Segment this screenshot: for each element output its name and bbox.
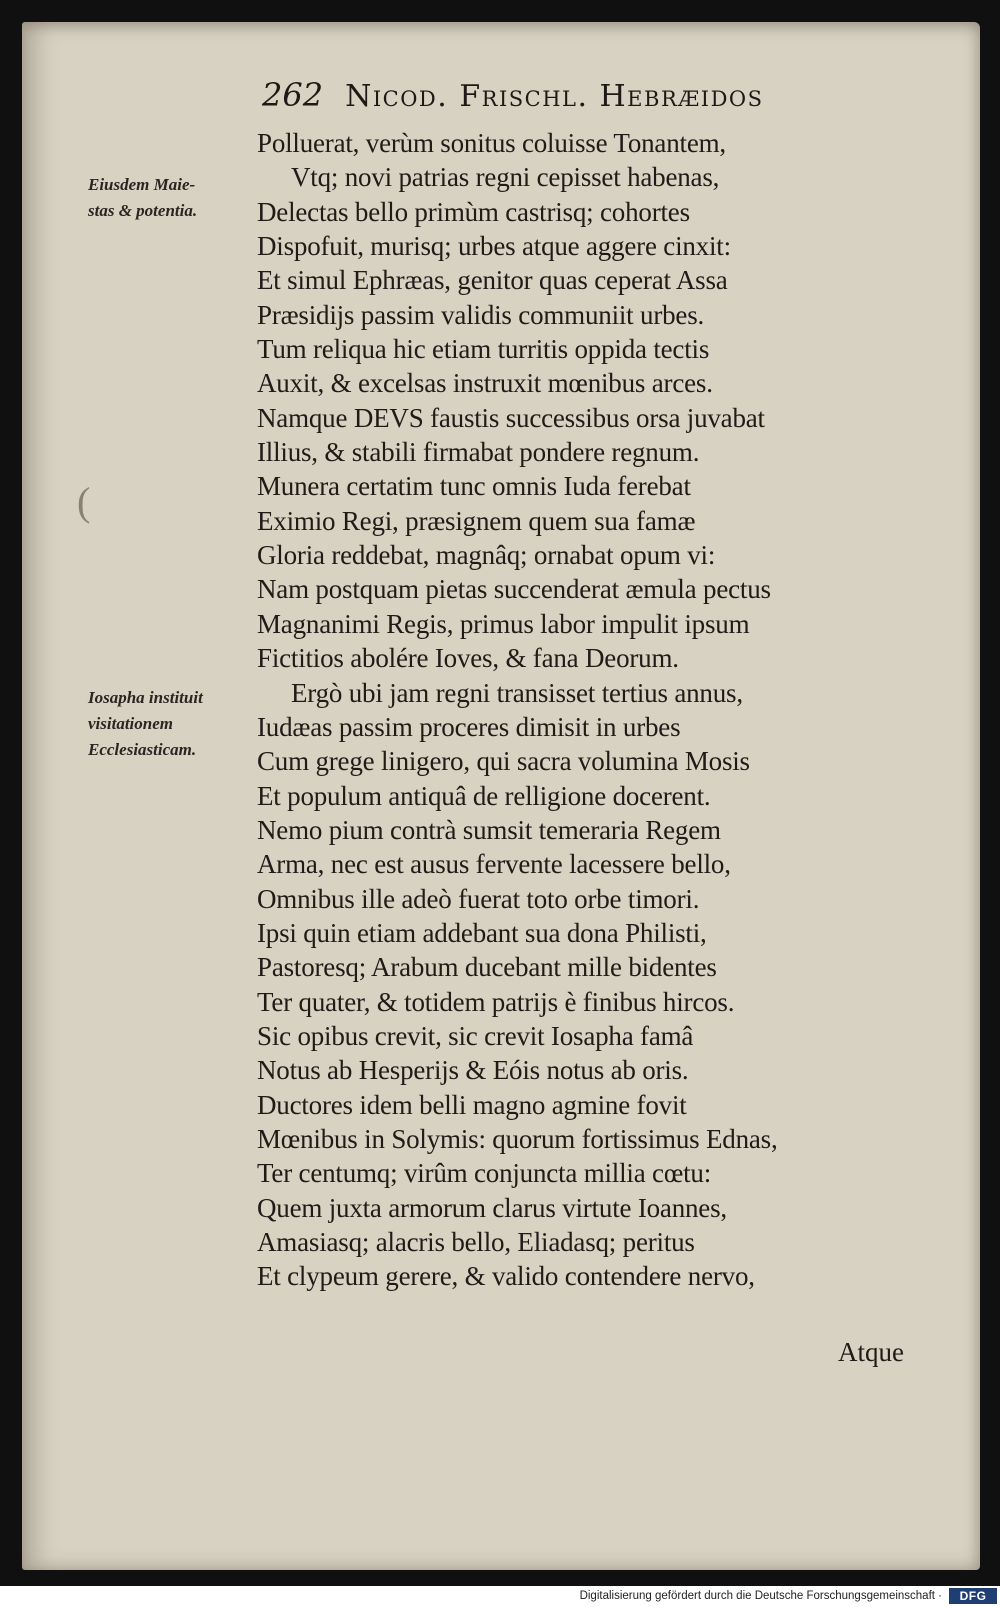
verse-line: Ter quater, & totidem patrijs è finibus hircos. — [257, 986, 735, 1017]
verse-line: Illius, & stabili firmabat pondere regnum. — [257, 437, 700, 468]
verse-line: Nemo pium contrà sumsit temeraria Regem — [257, 814, 721, 845]
verse-line: Munera certatim tunc omnis Iuda ferebat — [257, 471, 691, 502]
verse-line: Præsidijs passim validis communiit urbes. — [257, 299, 705, 330]
verse-line: Mœnibus in Solymis: quorum fortissimus Ednas, — [257, 1123, 778, 1154]
catchword: Atque — [838, 1337, 904, 1367]
verse-line: Pastoresq; Arabum ducebant mille bidentes — [257, 952, 717, 983]
book-page — [22, 22, 980, 1570]
verse-line: Ductores idem belli magno agmine fovit — [257, 1089, 687, 1120]
verse-block — [257, 126, 947, 1294]
verse-line: Delectas bello primùm castrisq; cohortes — [257, 196, 690, 227]
verse-line: Amasiasq; alacris bello, Eliadasq; peritus — [257, 1227, 695, 1257]
verse-line: Quem juxta armorum clarus virtute Ioannes, — [257, 1192, 727, 1223]
margin-note-line: Iosapha instituit — [88, 688, 203, 707]
verse-line: Arma, nec est ausus fervente lacessere bello, — [257, 849, 731, 880]
verse-line: Nam postquam pietas succenderat æmula pectus — [257, 574, 771, 605]
dfg-logo: DFG — [949, 1588, 997, 1604]
verse-line: Omnibus ille adeò fuerat toto orbe timori. — [257, 883, 700, 914]
verse-line: Polluerat, verùm sonitus coluisse Tonantem, — [257, 128, 726, 158]
verse-line: Ter centumq; virûm conjuncta millia cœtu: — [257, 1158, 712, 1189]
verse-line: Et clypeum gerere, & valido contendere nervo, — [257, 1261, 755, 1292]
verse-line: Fictitios abolére Ioves, & fana Deorum. — [257, 643, 679, 674]
margin-paren-mark: ( — [77, 479, 91, 524]
verse-line: Vtq; novi patrias regni cepisset habenas, — [291, 162, 720, 193]
page-header — [262, 76, 764, 126]
verse-line: Gloria reddebat, magnâq; ornabat opum vi: — [257, 540, 716, 571]
running-title: Nicod. Frischl. Hebræidos — [345, 79, 764, 114]
margin-note-line: visitationem — [88, 714, 173, 733]
margin-note-line: stas & potentia. — [88, 201, 198, 220]
verse-line: Dispofuit, murisq; urbes atque aggere cinxit: — [257, 231, 731, 262]
verse-line: Sic opibus crevit, sic crevit Iosapha famâ — [257, 1020, 694, 1051]
verse-line: Cum grege linigero, qui sacra volumina Mosis — [257, 746, 750, 777]
margin-note-line: Ecclesiasticam. — [88, 740, 197, 759]
verse-line: Ipsi quin etiam addebant sua dona Philisti, — [257, 917, 707, 948]
verse-line: Auxit, & excelsas instruxit mœnibus arces. — [257, 368, 713, 399]
verse-line: Et populum antiquâ de relligione docerent. — [257, 780, 711, 811]
margin-note — [88, 172, 258, 224]
verse-line: Ergò ubi jam regni transisset tertius annus, — [291, 677, 743, 708]
verse-line: Et simul Ephræas, genitor quas ceperat Assa — [257, 265, 728, 296]
margin-note — [88, 685, 258, 763]
verse-line: Notus ab Hesperijs & Eóis notus ab oris. — [257, 1055, 689, 1086]
digitization-credit: Digitalisierung gefördert durch die Deutsche Forschungsgemeinschaft · — [579, 1590, 942, 1602]
verse-line: Magnanimi Regis, primus labor impulit ipsum — [257, 608, 750, 639]
verse-line: Namque DEVS faustis successibus orsa juvabat — [257, 402, 765, 433]
verse-line: Iudæas passim proceres dimisit in urbes — [257, 711, 681, 742]
margin-note-line: Eiusdem Maie- — [88, 175, 196, 194]
page-number: 262 — [262, 76, 324, 114]
verse-line: Eximio Regi, præsignem quem sua famæ — [257, 505, 696, 536]
verse-line: Tum reliqua hic etiam turritis oppida tectis — [257, 334, 710, 365]
